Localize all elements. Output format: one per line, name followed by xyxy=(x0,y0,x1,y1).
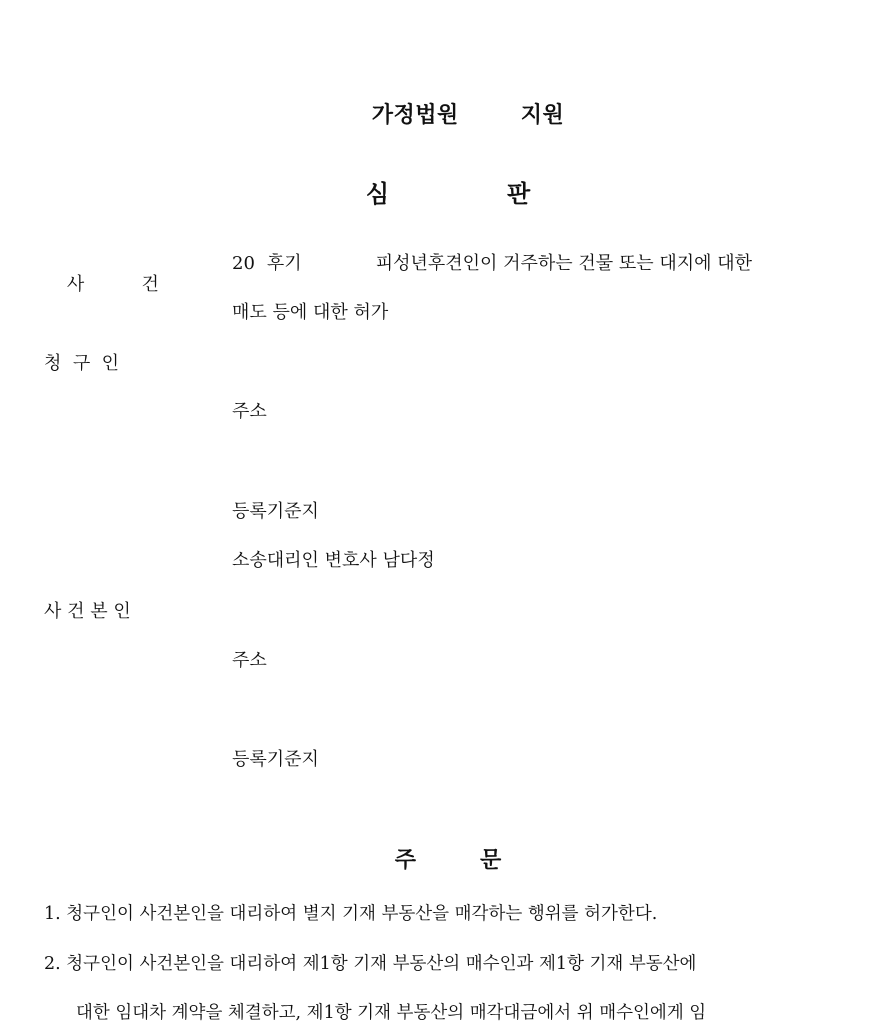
principal-label: 사 건 본 인 xyxy=(44,601,131,622)
document-title xyxy=(0,174,896,209)
case-year: 20 xyxy=(232,253,255,274)
court-branch: 지원 xyxy=(520,103,565,128)
petitioner-attorney: 소송대리인 변호사 남다정 xyxy=(232,550,435,571)
case-type: 후기 xyxy=(266,253,302,274)
case-number-line xyxy=(232,249,752,275)
order-heading-left: 주 xyxy=(394,848,416,873)
order-heading-right: 문 xyxy=(480,848,502,873)
document-title-left: 심 xyxy=(365,180,389,208)
principal-registry-label: 등록기준지 xyxy=(232,749,319,770)
order-item-1: 1. 청구인이 사건본인을 대리하여 별지 기재 부동산을 매각하는 행위를 허가한다. xyxy=(44,904,658,924)
principal-address-label: 주소 xyxy=(232,650,267,671)
order-heading xyxy=(0,843,896,874)
order-item-2: 2. 청구인이 사건본인을 대리하여 제1항 기재 부동산의 매수인과 제1항 기재 부동산에 xyxy=(44,954,697,974)
case-label: 사 건 xyxy=(66,274,159,295)
petitioner-address-label: 주소 xyxy=(232,401,267,422)
case-name-line2: 매도 등에 대한 허가 xyxy=(232,302,389,323)
order-item-2-continuation: 대한 임대차 계약을 체결하고, 제1항 기재 부동산의 매각대금에서 위 매수인에게 임 xyxy=(76,1003,707,1023)
petitioner-label: 청 구 인 xyxy=(44,353,120,374)
petitioner-registry-label: 등록기준지 xyxy=(232,501,319,522)
court-heading xyxy=(0,98,896,129)
case-name-line1: 피성년후견인이 거주하는 건물 또는 대지에 대한 xyxy=(375,253,753,274)
court-name: 가정법원 xyxy=(371,103,459,128)
document-title-right: 판 xyxy=(507,180,531,208)
